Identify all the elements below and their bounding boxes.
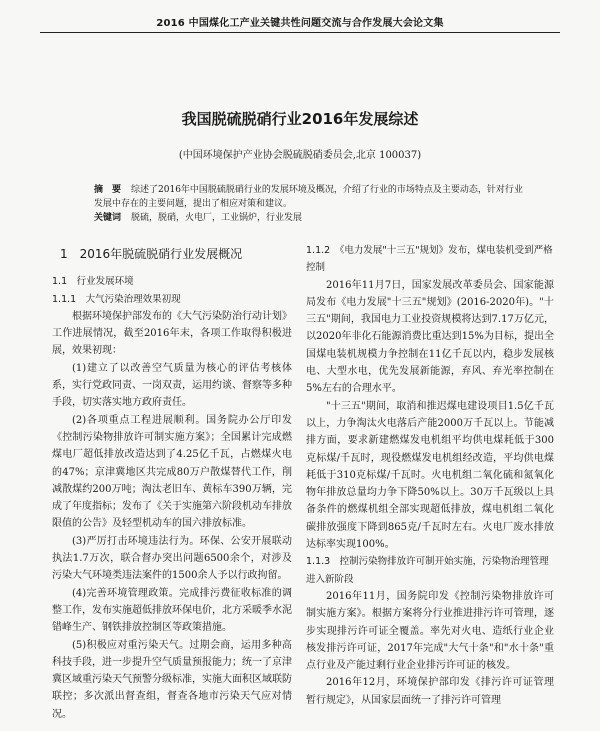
paragraph: (5)积极应对重污染天气。过期会商，运用多种高科技手段，进一步提升空气质量预报能力；统一了京津冀区域重污染天气预警分级标准，实施大面积区域联防联控；多次派出督查组，督查各地市污染天气应对情况。	[52, 639, 292, 720]
section-heading: 1 2016年脱硫脱硝行业发展概况	[60, 247, 243, 261]
paragraph: 根据环境保护部发布的《大气污染防治行动计划》工作进展情况，截至2016年末，各项工作取得积极进展，效果初现：	[52, 310, 292, 357]
paragraph: (3)严厉打击环境违法行为。环保、公安开展联动执法1.7万次，联合督办突出问题6500余个，对涉及污染大气环境类违法案件的1500余人予以行政拘留。	[52, 535, 292, 582]
right-column	[306, 242, 554, 709]
keywords-text: 脱硫，脱硝，火电厂，工业锅炉，行业发展	[131, 213, 303, 223]
left-column	[52, 242, 292, 723]
paragraph: (4)完善环境管理政策。完成排污费征收标准的调整工作，发布实施超低排放环保电价，北方采暖季水泥错峰生产、钢铁排放控制区等政策措施。	[52, 587, 292, 634]
keywords-label: 关键词	[94, 213, 122, 223]
abstract	[70, 183, 530, 211]
keywords	[70, 211, 530, 225]
subsection-heading: 1.1 行业发展环境	[52, 276, 134, 288]
paragraph: (1)建立了以改善空气质量为核心的评估考核体系，实行党政同责、一岗双责，运用约谈、督察等多种手段，切实落实地方政府责任。	[52, 362, 292, 409]
abstract-block	[70, 183, 530, 225]
paragraph: 2016年11月7日，国家发展改革委员会、国家能源局发布《电力发展"十三五"规划》(2016-2020年)。"十三五"期间，我国电力工业投资规模将达到7.17万亿元，以2020年非化石能源消费比重达到15%为目标，提出全国煤电装机规模力争控制在11亿千瓦以内，稳步发展核电、大型水电，优先发展新能源，弃风、弃光率控制在5%左右的合理水平。	[306, 279, 554, 395]
running-header: 2016 中国煤化工产业关键共性问题交流与合作发展大会论文集	[156, 18, 444, 29]
paragraph: "十三五"期间，取消和推迟煤电建设项目1.5亿千瓦以上，力争淘汰火电落后产能2000万千瓦以上。节能减排方面，要求新建燃煤发电机组平均供电煤耗低于300克标煤/千瓦时，现役燃煤发电机组经改造，平均供电煤耗低于310克标煤/千瓦时。火电机组二氧化硫和氮氧化物年排放总量均力争下降50%以上。30万千瓦级以上具备条件的燃煤机组全部实现超低排放，煤电机组二氧化碳排放强度下降到865克/千瓦时左右。火电厂废水排放达标率实现100%。	[306, 400, 554, 551]
header-rule	[40, 32, 560, 33]
subsubsection-heading: 1.1.2 《电力发展"十三五"规划》发布，煤电装机受到严格控制	[306, 245, 553, 274]
article-affiliation: (中国环境保护产业协会脱硫脱硝委员会,北京 100037)	[178, 150, 422, 161]
subsubsection-heading: 1.1.1 大气污染治理效果初现	[52, 293, 181, 305]
paragraph: 2016年11月，国务院印发《控制污染物排放许可制实施方案》。根据方案将分行业推进排污许可管理，逐步实现排污许可证全覆盖。率先对火电、造纸行业企业核发排污许可证，2017年完成"大气十条"和"水十条"重点行业及产能过剩行业企业排污许可证的核发。	[306, 590, 554, 672]
paragraph: 2016年12月，环境保护部印发《排污许可证管理暂行规定》，从国家层面统一了排污许可管理	[306, 677, 554, 706]
subsubsection-heading: 1.1.3 控制污染物排放许可制开始实施，污染物治理管理进入新阶段	[306, 556, 549, 585]
abstract-label: 摘 要	[94, 185, 122, 195]
abstract-text: 综述了2016年中国脱硫脱硝行业的发展环境及概况，介绍了行业的市场特点及主要动态，针对行业发展中存在的主要问题，提出了相应对策和建议。	[94, 185, 523, 209]
paragraph: (2)各项重点工程进展顺利。国务院办公厅印发《控制污染物排放许可制实施方案》；全国累计完成燃煤电厂超低排放改造达到了4.25亿千瓦，占燃煤火电的47%；京津冀地区共完成80万户散煤替代工作，削减散煤约200万吨；淘汰老旧车、黄标车390万辆，完成了年度指标；发布了《关于实施第六阶段机动车排放限值的公告》及轻型机动车的国六排放标准。	[52, 414, 292, 530]
article-title: 我国脱硫脱硝行业2016年发展综述	[181, 110, 419, 128]
